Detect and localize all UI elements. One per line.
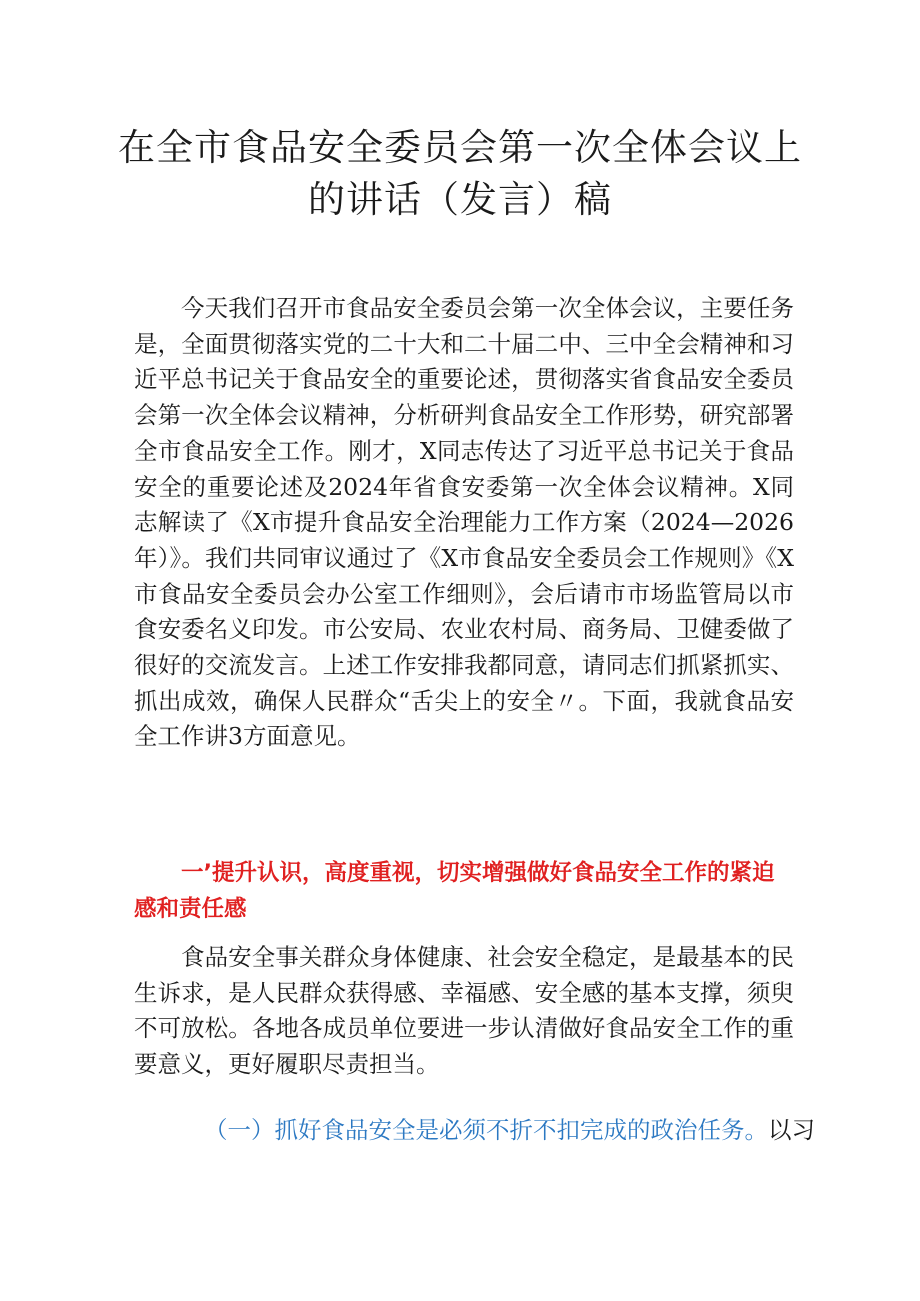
document-title: 在全市食品安全委员会第一次全体会议上的讲话（发言）稿 (118, 126, 802, 221)
intro-paragraph: 今天我们召开市食品安全委员会第一次全体会议，主要任务是，全面贯彻落实党的二十大和二十届二中、三中全会精神和习近平总书记关于食品安全的重要论述，贯彻落实省食品安全委员会第一次全体会议精神，分析研判食品安全工作形势，研究部署全市食品安全工作。刚才，X同志传达了习近平总书记关于食品安全的重要论述及2024年省食安委第一次全体会议精神。X同志解读了《X市提升食品安全治理能力工作方案（2024—2026年）》。我们共同审议通过了《X市食品安全委员会工作规则》《X市食品安全委员会办公室工作细则》，会后请市市场监管局以市食安委名义印发。市公安局、农业农村局、商务局、卫健委做了很好的交流发言。上述工作安排我都同意，请同志们抓紧抓实、抓出成效，确保人民群众“舌尖上的安全〃。下面，我就食品安全工作讲3方面意见。 (134, 294, 794, 751)
section-1-paragraph: 食品安全事关群众身体健康、社会安全稳定，是最基本的民生诉求，是人民群众获得感、幸福感、安全感的基本支撑，须臾不可放松。各地各成员单位要进一步认清做好食品安全工作的重要意义，更好履职尽责担当。 (134, 943, 794, 1079)
subsection-heading-1-title: （一）抓好食品安全是必须不折不扣完成的政治任务。 (204, 1116, 768, 1144)
section-heading-1: 一’提升认识，高度重视，切实增强做好食品安全工作的紧迫感和责任感 (134, 860, 775, 922)
subsection-heading-1 (134, 1112, 815, 1148)
subsection-heading-1-tail: 以习 (768, 1116, 815, 1144)
